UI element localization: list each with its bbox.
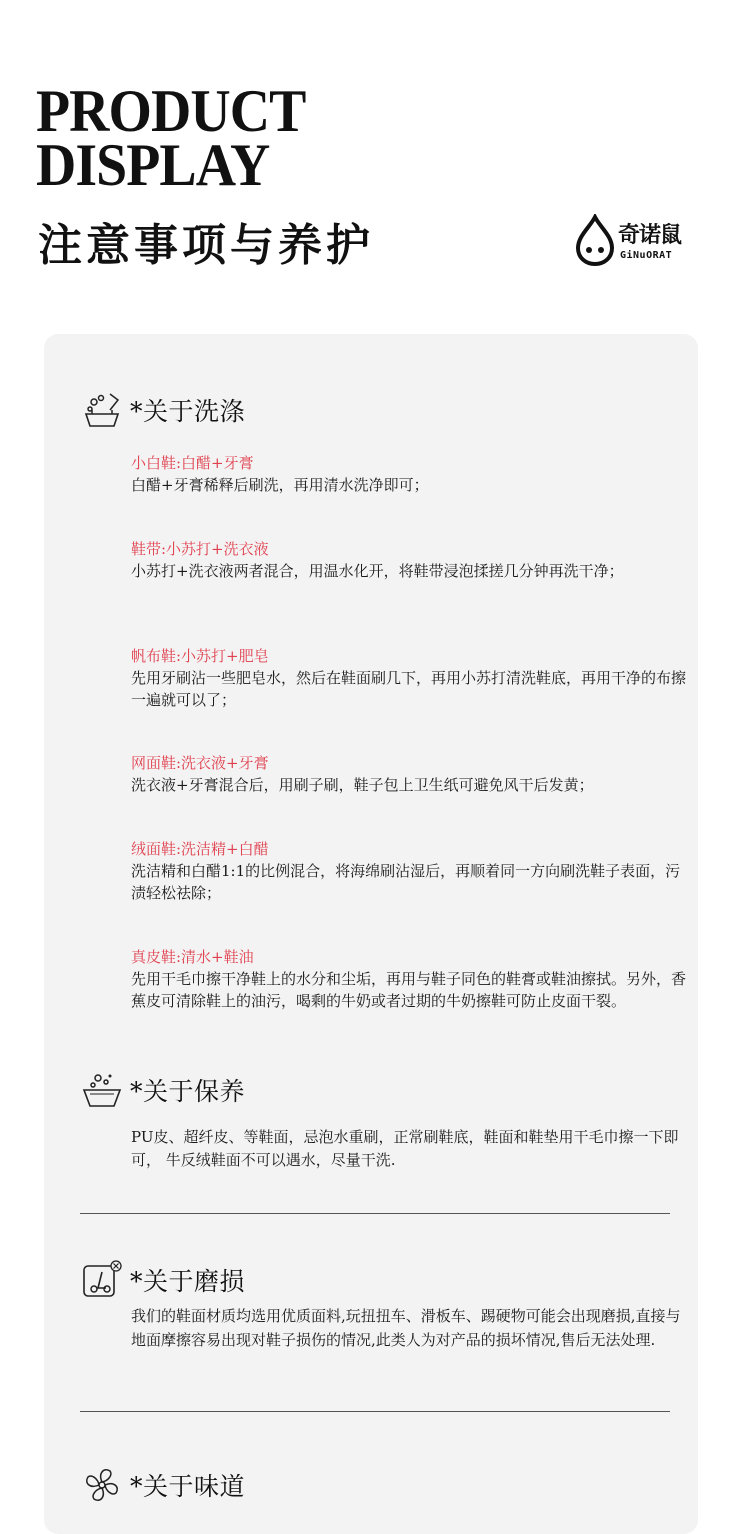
bubble-basin-icon <box>80 1068 124 1112</box>
title-line-1: PRODUCT <box>36 78 306 144</box>
wash-item-desc: 洗洁精和白醋1:1的比例混合，将海绵刷沾湿后，再顺着同一方向刷洗鞋子表面，污渍轻松祛除； <box>131 862 681 902</box>
wash-item-desc: 先用干毛巾擦干净鞋上的水分和尘垢，再用与鞋子同色的鞋膏或鞋油擦拭。另外，香蕉皮可清除鞋上的油污，喝剩的牛奶或者过期的牛奶擦鞋可防止皮面干裂。 <box>131 970 687 1010</box>
wash-item <box>131 946 691 1012</box>
wash-item-title: 网面鞋:洗衣液+牙膏 <box>131 754 269 772</box>
section-divider <box>80 1411 670 1412</box>
wash-item <box>131 838 691 904</box>
wash-item-desc: 小苏打+洗衣液两者混合，用温水化开，将鞋带浸泡揉搓几分钟再洗干净； <box>131 562 624 580</box>
section-washing-label: *关于洗涤 <box>130 397 246 426</box>
wash-item-title: 绒面鞋:洗洁精+白醋 <box>131 840 269 858</box>
care-text: PU皮、超纤皮、等鞋面，忌泡水重刷，正常刷鞋底，鞋面和鞋垫用干毛巾擦一下即可， 牛反绒鞋面不可以遇水，尽量干洗. <box>131 1128 679 1169</box>
section-care-label: *关于保养 <box>130 1077 246 1106</box>
wash-item-desc: 洗衣液+牙膏混合后，用刷子刷，鞋子包上卫生纸可避免风干后发黄； <box>131 776 594 794</box>
wash-item <box>131 538 691 582</box>
section-divider <box>80 1213 670 1214</box>
wash-item <box>131 452 691 496</box>
wash-item-title: 真皮鞋:清水+鞋油 <box>131 948 254 966</box>
section-wear-header <box>80 1258 245 1302</box>
water-drop-mouse-logo-icon <box>574 214 616 266</box>
section-odor-label: *关于味道 <box>130 1472 246 1501</box>
title-line-2: DISPLAY <box>36 132 270 198</box>
wash-item <box>131 752 691 796</box>
fan-icon <box>80 1463 124 1507</box>
wash-item-title: 鞋带:小苏打+洗衣液 <box>131 540 269 558</box>
scooter-warning-icon <box>80 1258 124 1302</box>
section-odor-header <box>80 1463 245 1507</box>
section-washing-header <box>80 388 245 432</box>
logo-text: 奇诺鼠 <box>618 222 682 248</box>
wear-text: 我们的鞋面材质均选用优质面料,玩扭扭车、滑板车、踢硬物可能会出现磨损,直接与地面摩擦容易出现对鞋子损伤的情况,此类人为对产品的损坏情况,售后无法处理. <box>131 1307 681 1349</box>
logo-subtext: GiNuORAT <box>620 250 673 261</box>
page-subtitle: 注意事项与养护 <box>38 220 374 271</box>
wash-item-title: 帆布鞋:小苏打+肥皂 <box>131 647 269 665</box>
wash-item-title: 小白鞋:白醋+牙膏 <box>131 454 254 472</box>
wash-item <box>131 645 691 711</box>
section-care-header <box>80 1068 245 1112</box>
section-wear-label: *关于磨损 <box>130 1267 246 1296</box>
wash-item-desc: 先用牙刷沾一些肥皂水，然后在鞋面刷几下，再用小苏打清洗鞋底，再用干净的布擦一遍就可以了； <box>131 669 687 709</box>
wash-basin-icon <box>80 388 124 432</box>
page-title <box>36 78 306 198</box>
care-card <box>44 334 698 1534</box>
wash-item-desc: 白醋+牙膏稀释后刷洗，再用清水洗净即可； <box>131 476 429 494</box>
brand-logo <box>574 214 702 270</box>
